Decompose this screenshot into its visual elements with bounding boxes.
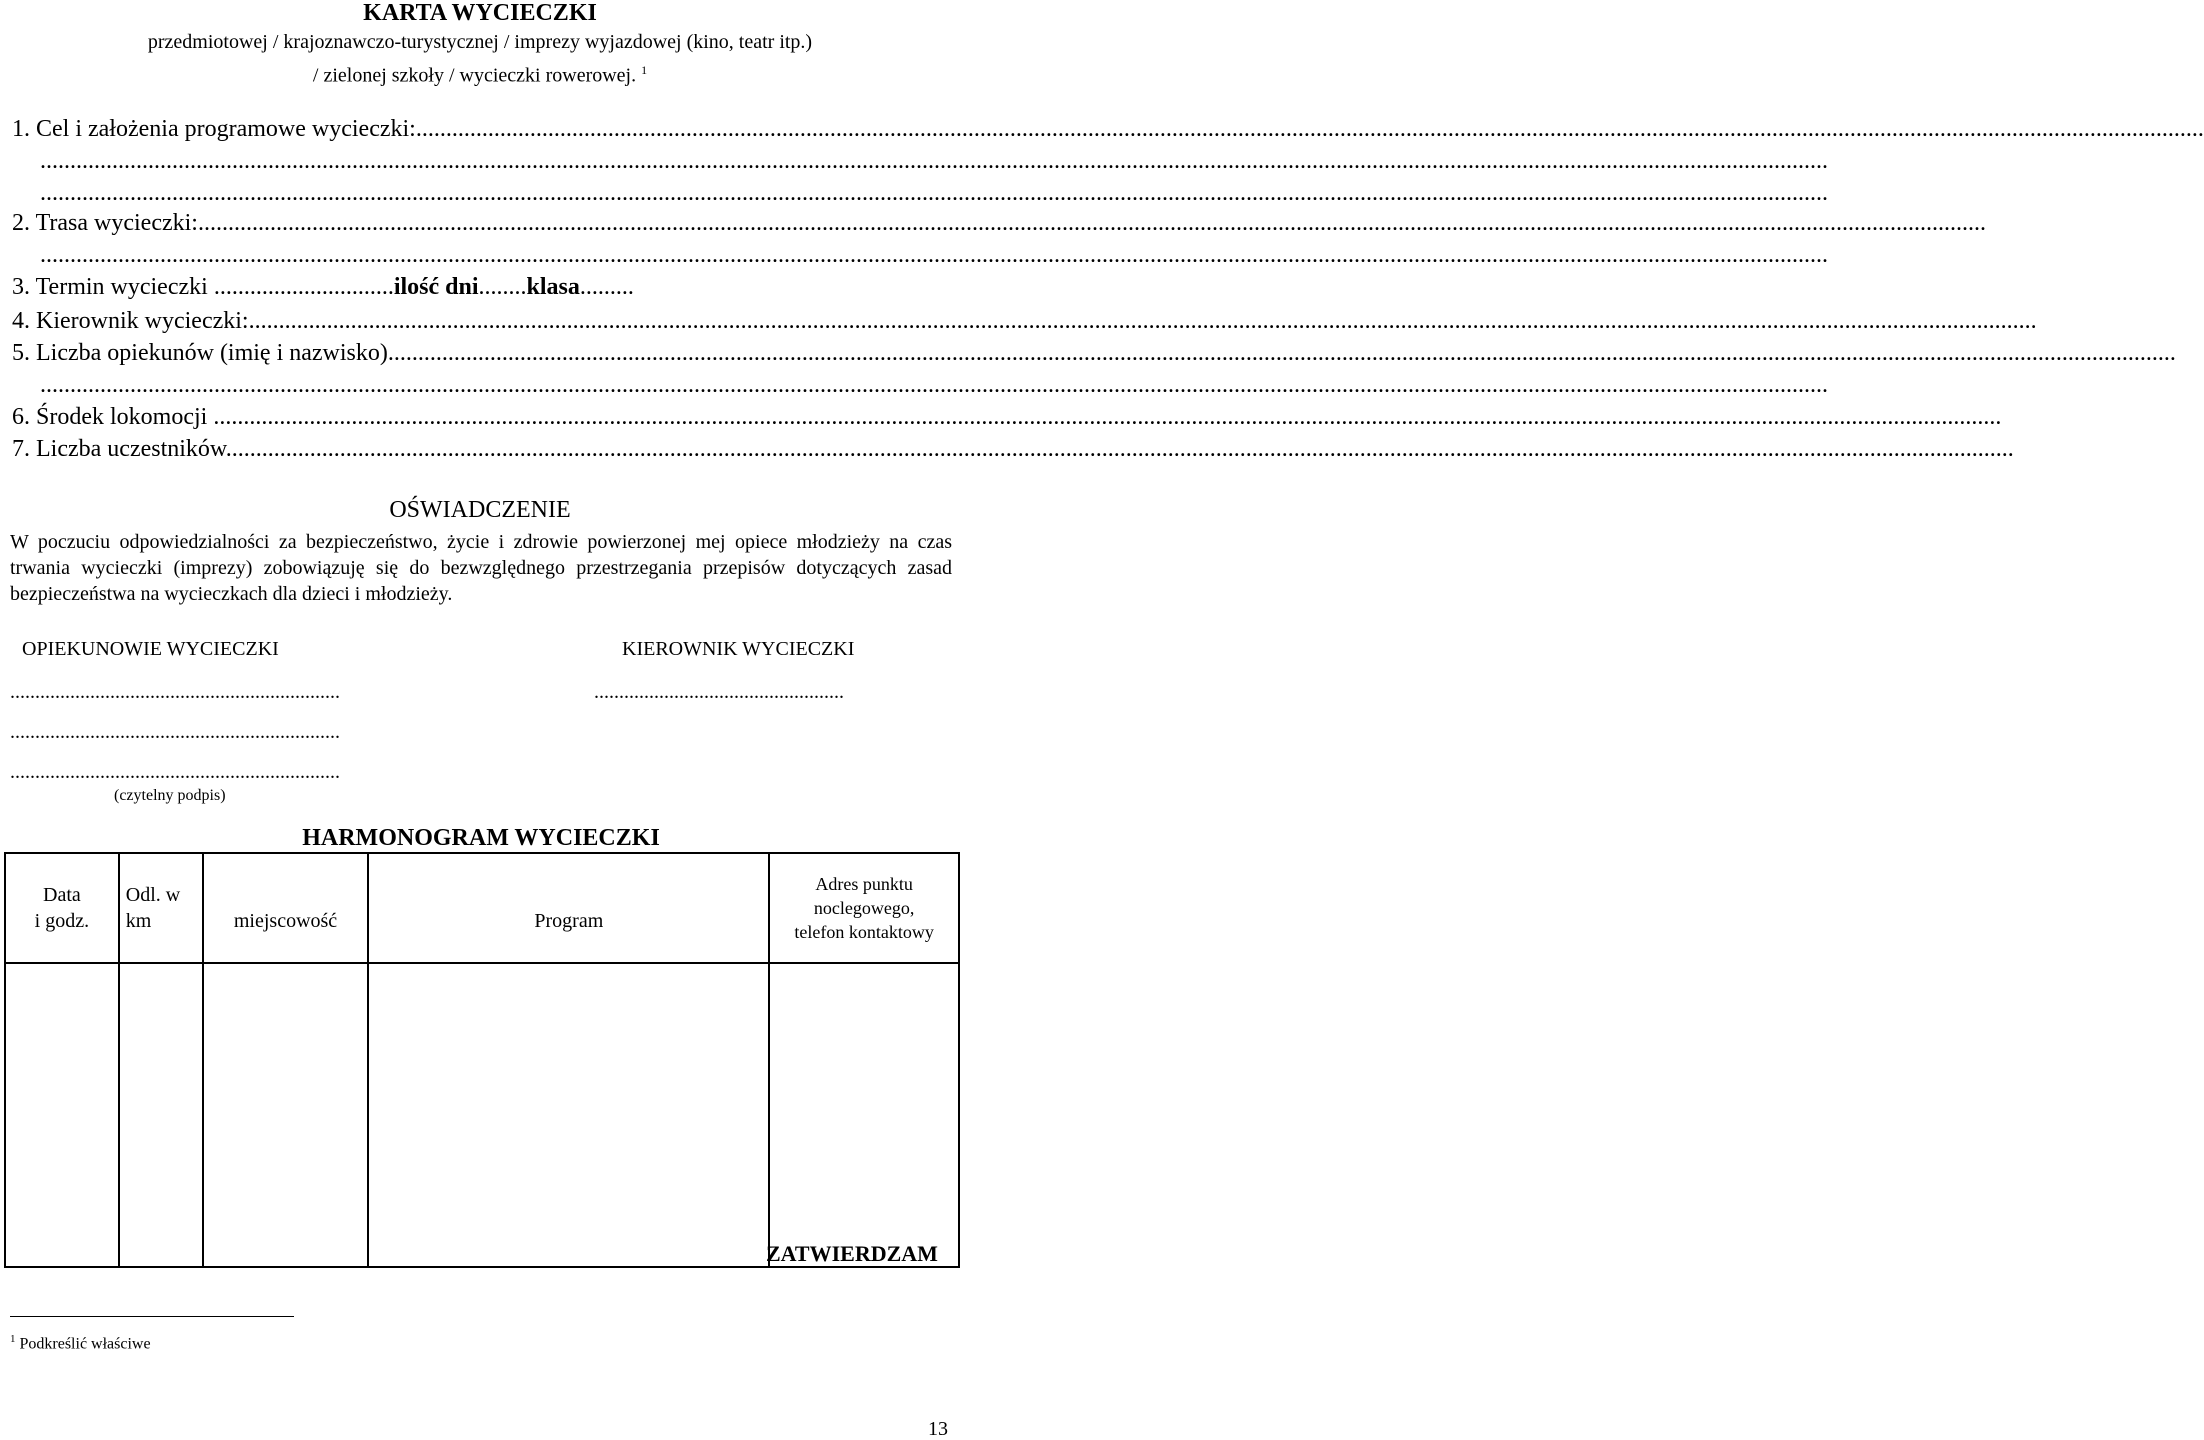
field-term-label: 3. Termin wycieczki [12, 274, 214, 300]
schedule-col-distance [119, 853, 203, 963]
field-transport [12, 402, 2002, 432]
field-leader [12, 306, 2037, 336]
schedule-col-place [203, 853, 369, 963]
field-guardians-label: 5. Liczba opiekunów (imię i nazwisko) [12, 340, 388, 366]
schedule-col-distance-l1: Odl. w [125, 884, 181, 906]
field-guardians [12, 338, 2176, 368]
dotline-route-1: .......................................................................................................................................................................................................................................................................................................... [40, 242, 1828, 268]
field-leader-dots: .......................................................................................................................................................................................................................................................................................................... [248, 308, 2037, 334]
field-class-dots: ......... [579, 274, 634, 300]
field-route [12, 208, 1986, 238]
legible-signature-note: (czytelny podpis) [114, 787, 226, 804]
schedule-col-date-l1: Data [43, 884, 81, 906]
schedule-col-date [5, 853, 119, 963]
field-trip-goal-dots: .......................................................................................................................................................................................................................................................................................................... [415, 116, 2204, 142]
schedule-cell-date [5, 963, 119, 1267]
field-term-dots: .............................. [213, 274, 394, 300]
dotline-goal-1: .......................................................................................................................................................................................................................................................................................................... [40, 148, 1828, 174]
schedule-col-place-l1: miejscowość [233, 910, 338, 932]
schedule-header-row [5, 853, 959, 963]
schedule-col-address-l3: telefon kontaktowy [794, 922, 934, 942]
schedule-cell-distance [119, 963, 203, 1267]
guardian-signature-line-1: .................................................................. [10, 681, 340, 703]
field-participants [12, 434, 2014, 464]
field-route-dots: .......................................................................................................................................................................................................................................................................................................... [197, 210, 1986, 236]
guardian-signature-line-3: .................................................................. [10, 761, 340, 783]
leader-label: KIEROWNIK WYCIECZKI [622, 638, 855, 660]
subtitle-line-2-text: / zielonej szkoły / wycieczki rowerowej. [312, 64, 637, 87]
field-class-label: klasa [526, 274, 580, 300]
field-participants-dots: .......................................................................................................................................................................................................................................................................................................... [225, 436, 2014, 462]
footnote [10, 1328, 151, 1355]
guardians-label: OPIEKUNOWIE WYCIECZKI [22, 638, 279, 660]
dotline-guardians-1: .......................................................................................................................................................................................................................................................................................................... [40, 372, 1828, 398]
schedule-col-distance-l2: km [125, 910, 152, 932]
field-leader-label: 4. Kierownik wycieczki: [12, 308, 249, 334]
schedule-cell-place [203, 963, 369, 1267]
footnote-text: Podkreślić właściwe [19, 1335, 151, 1353]
schedule-col-address-l2: noclegowego, [813, 898, 915, 918]
field-days-dots: ........ [478, 274, 527, 300]
footnote-number: 1 [10, 1333, 16, 1345]
schedule-table [4, 852, 960, 1268]
schedule-col-date-l2: i godz. [34, 910, 90, 932]
schedule-title: HARMONOGRAM WYCIECZKI [302, 825, 660, 851]
field-transport-label: 6. Środek lokomocji [12, 404, 214, 430]
guardian-signature-line-2: .................................................................. [10, 721, 340, 743]
page-number: 13 [928, 1418, 948, 1440]
field-term [12, 272, 950, 302]
statement-title: OŚWIADCZENIE [389, 497, 571, 523]
schedule-col-program [368, 853, 769, 963]
statement-text: W poczuciu odpowiedzialności za bezpieczeństwo, życie i zdrowie powierzonej mej opiece młodzieży na czas trwania wycieczki (imprezy) zobowiązuję się do bezwzględnego przestrzegania przepisów dotyczących zasad bezpieczeństwa na wycieczkach dla dzieci i młodzieży. [10, 531, 952, 605]
field-guardians-dots: .......................................................................................................................................................................................................................................................................................................... [387, 340, 2176, 366]
subtitle-line-1: przedmiotowej / krajoznawczo-turystycznej / imprezy wyjazdowej (kino, teatr itp.) [147, 31, 813, 53]
schedule-cell-program [368, 963, 769, 1267]
field-trip-goal [12, 114, 2204, 144]
document-title: KARTA WYCIECZKI [363, 0, 597, 26]
dotline-goal-2: .......................................................................................................................................................................................................................................................................................................... [40, 180, 1828, 206]
field-transport-dots: .......................................................................................................................................................................................................................................................................................................... [213, 404, 2002, 430]
schedule-cell-address [769, 963, 959, 1267]
footnote-separator [10, 1316, 294, 1317]
schedule-col-address [769, 853, 959, 963]
schedule-body-row [5, 963, 959, 1267]
field-participants-label: 7. Liczba uczestników [12, 436, 226, 462]
schedule-col-program-l1: Program [534, 910, 604, 932]
subtitle-line-2 [0, 56, 960, 90]
field-trip-goal-label: 1. Cel i założenia programowe wycieczki: [12, 116, 416, 142]
leader-signature-line: .................................................. [594, 681, 844, 703]
approval-label: ZATWIERDZAM [766, 1241, 938, 1266]
field-days-label: ilość dni [393, 274, 479, 300]
footnote-ref: 1 [641, 63, 648, 77]
field-route-label: 2. Trasa wycieczki: [12, 210, 198, 236]
schedule-col-address-l1: Adres punktu [815, 874, 913, 894]
